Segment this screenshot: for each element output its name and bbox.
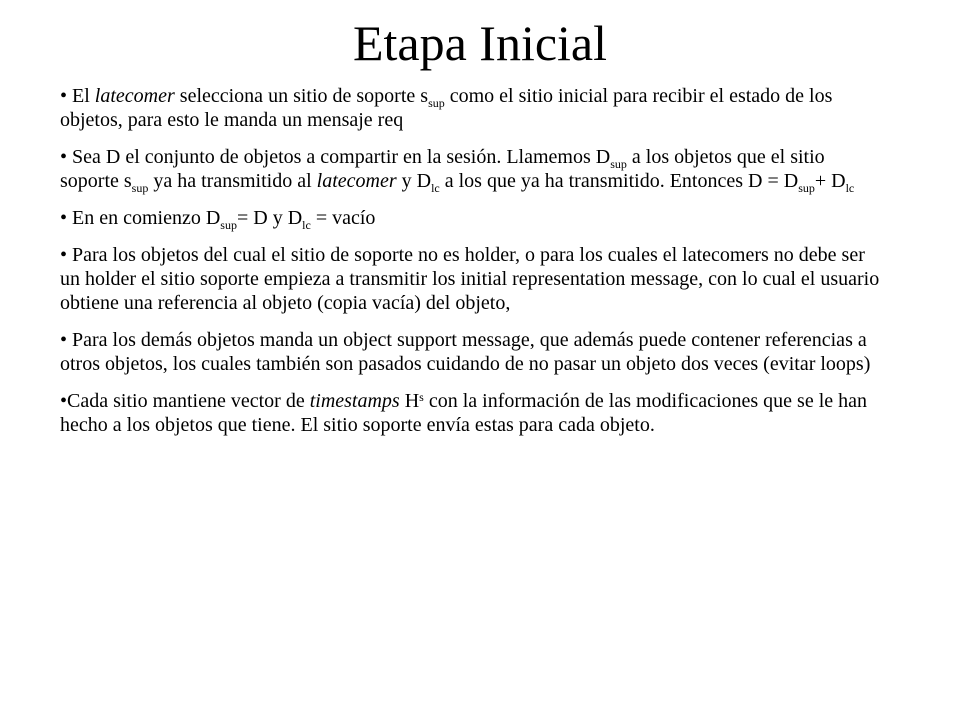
subscript-sup: sup <box>798 181 815 195</box>
bullet-marker: • <box>60 244 73 266</box>
text: Sea D el conjunto de objetos a compartir en la sesión. Llamemos D <box>72 146 611 168</box>
subscript-sup: sup <box>610 157 627 171</box>
bullet-marker: • <box>60 85 73 107</box>
text: H <box>399 390 420 412</box>
bullet-marker: • <box>60 207 73 229</box>
text: selecciona un sitio de soporte s <box>174 85 429 107</box>
bullet-timestamps-vector <box>60 389 880 437</box>
bullet-marker: • <box>60 390 68 412</box>
text: Para los objetos del cual el sitio de soporte no es holder, o para los cuales el latecomers no debe ser un holder el sitio soporte empieza a transmitir los initial representation message, con lo cual el usuario obtiene una referencia al objeto (copia vacía) del objeto, <box>60 244 880 314</box>
subscript-lc: lc <box>845 181 855 195</box>
italic-latecomer: latecomer <box>316 170 397 192</box>
text: = D y D <box>236 207 303 229</box>
bullet-marker: • <box>60 329 73 351</box>
text: a los que ya ha transmitido. Entonces D = D <box>439 170 799 192</box>
subscript-sup: sup <box>220 218 237 232</box>
italic-latecomer: latecomer <box>94 85 175 107</box>
slide-title: Etapa Inicial <box>352 15 608 71</box>
text: y D <box>396 170 432 192</box>
text: Cada sitio mantiene vector de <box>67 390 310 412</box>
bullet-non-holder-objects <box>60 243 880 315</box>
subscript-lc: lc <box>431 181 440 195</box>
text: El <box>72 85 95 107</box>
italic-timestamps: timestamps <box>309 390 400 412</box>
text: con la información de las modificaciones que se le han hecho a los objetos que tiene. El sitio soporte envía estas para cada objeto. <box>60 390 868 436</box>
bullet-object-set-definition <box>60 145 880 193</box>
text: En en comienzo D <box>72 207 221 229</box>
bullet-latecomer-selects-site <box>60 84 880 132</box>
superscript-s: s <box>419 390 424 404</box>
subscript-lc: lc <box>302 218 311 232</box>
text: + D <box>814 170 846 192</box>
text: como el sitio inicial para recibir el estado de los objetos, para esto le manda un mensaje req <box>60 85 833 131</box>
bullet-other-objects <box>60 328 880 376</box>
subscript-sup: sup <box>428 96 445 110</box>
text: = vacío <box>310 207 376 229</box>
bullet-list <box>60 84 880 450</box>
text: Para los demás objetos manda un object support message, que además puede contener referencias a otros objetos, los cuales también son pasados cuidando de no pasar un objeto dos veces (evitar loops) <box>60 329 871 375</box>
bullet-marker: • <box>60 146 73 168</box>
text: a los objetos que el sitio soporte s <box>60 146 825 192</box>
text: ya ha transmitido al <box>148 170 317 192</box>
subscript-sup: sup <box>131 181 149 195</box>
bullet-initial-state <box>60 206 880 230</box>
